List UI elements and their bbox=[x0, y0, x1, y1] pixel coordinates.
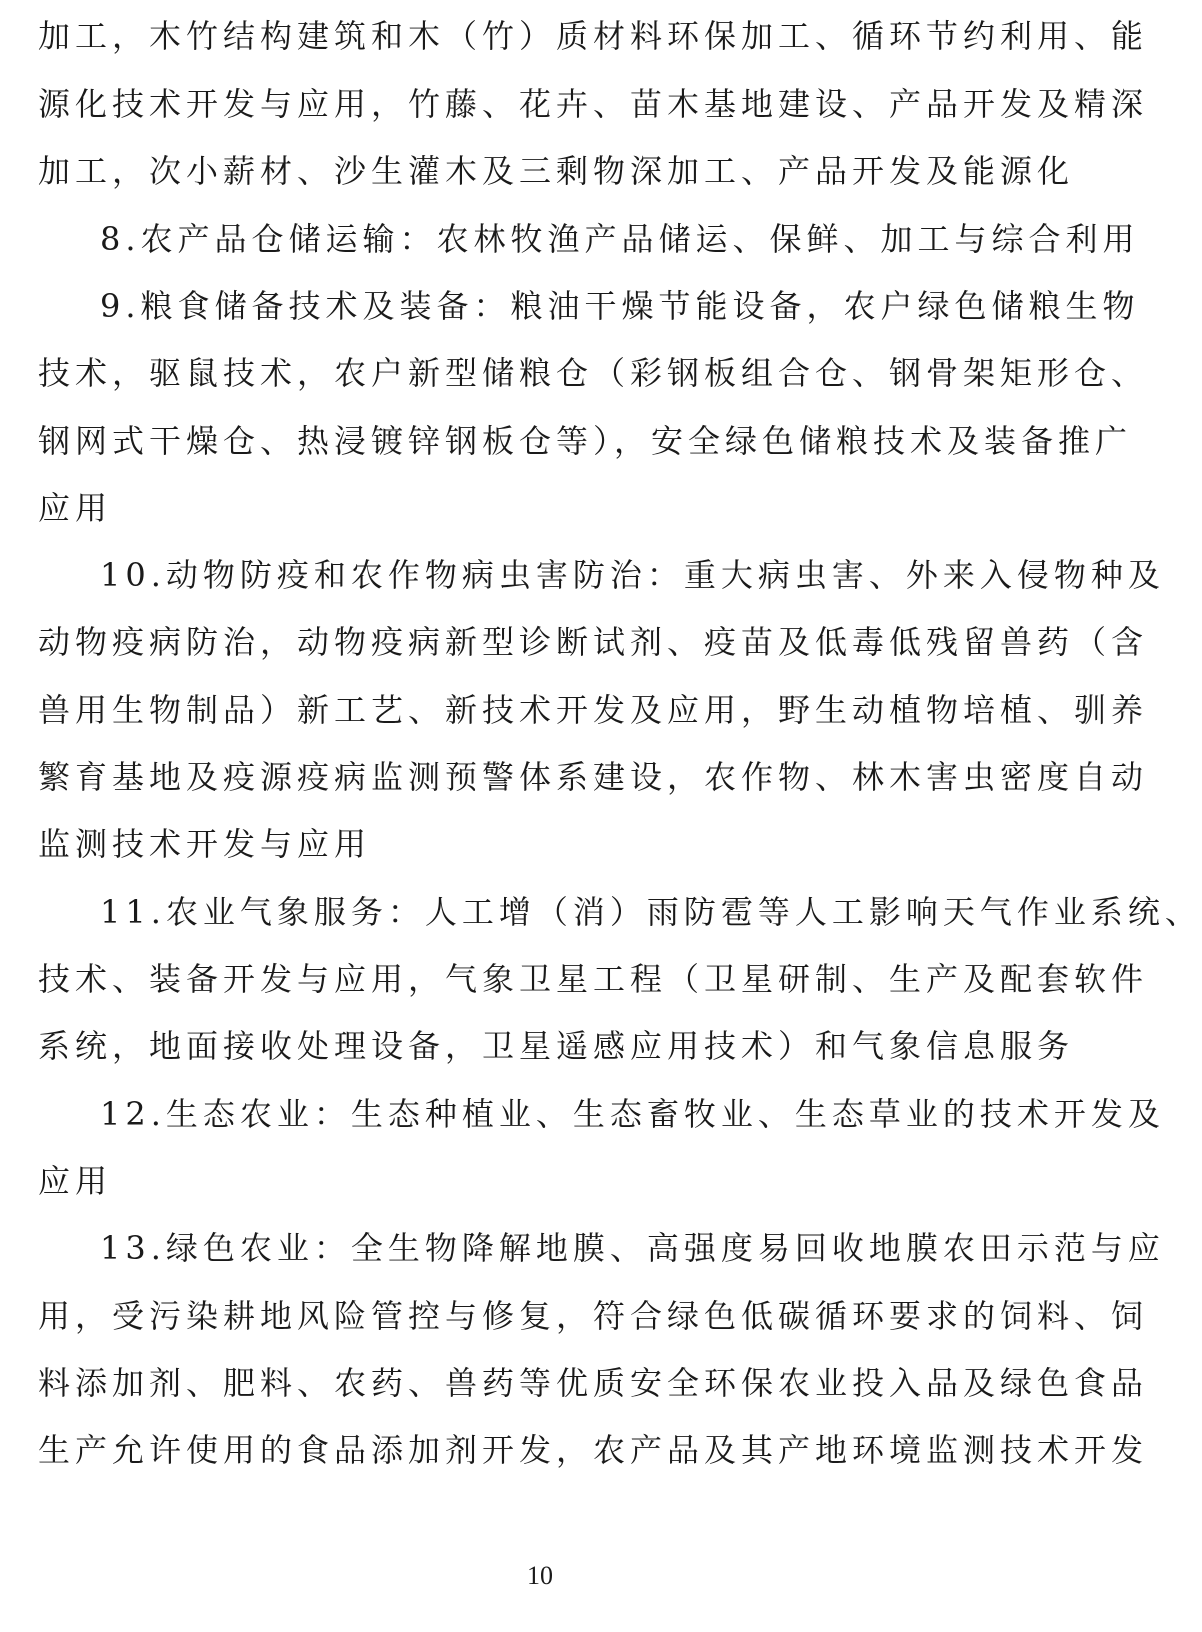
text-line: 技术，驱鼠技术，农户新型储粮仓（彩钢板组合仓、钢骨架矩形仓、 bbox=[38, 354, 1149, 392]
text-line: 系统，地面接收处理设备，卫星遥感应用技术）和气象信息服务 bbox=[38, 1027, 1075, 1065]
text-line: 11.农业气象服务：人工增（消）雨防雹等人工影响天气作业系统、 bbox=[100, 893, 1202, 931]
text-line: 13.绿色农业：全生物降解地膜、高强度易回收地膜农田示范与应 bbox=[100, 1229, 1165, 1267]
text-line: 加工，木竹结构建筑和木（竹）质材料环保加工、循环节约利用、能 bbox=[38, 17, 1149, 55]
text-line: 生产允许使用的食品添加剂开发，农产品及其产地环境监测技术开发 bbox=[38, 1431, 1149, 1469]
text-line: 用，受污染耕地风险管控与修复，符合绿色低碳循环要求的饲料、饲 bbox=[38, 1297, 1149, 1335]
text-line: 12.生态农业：生态种植业、生态畜牧业、生态草业的技术开发及 bbox=[100, 1095, 1165, 1133]
text-line: 9.粮食储备技术及装备：粮油干燥节能设备，农户绿色储粮生物 bbox=[100, 287, 1140, 325]
text-line: 钢网式干燥仓、热浸镀锌钢板仓等），安全绿色储粮技术及装备推广 bbox=[38, 422, 1133, 460]
text-line: 繁育基地及疫源疫病监测预警体系建设，农作物、林木害虫密度自动 bbox=[38, 758, 1149, 796]
text-line: 源化技术开发与应用，竹藤、花卉、苗木基地建设、产品开发及精深 bbox=[38, 85, 1149, 123]
text-line: 10.动物防疫和农作物病虫害防治：重大病虫害、外来入侵物种及 bbox=[100, 556, 1165, 594]
text-line: 8.农产品仓储运输：农林牧渔产品储运、保鲜、加工与综合利用 bbox=[100, 220, 1140, 258]
text-line: 应用 bbox=[38, 489, 113, 527]
text-line: 料添加剂、肥料、农药、兽药等优质安全环保农业投入品及绿色食品 bbox=[38, 1364, 1149, 1402]
page-number: 10 bbox=[527, 1561, 553, 1590]
text-line: 加工，次小薪材、沙生灌木及三剩物深加工、产品开发及能源化 bbox=[38, 152, 1075, 190]
text-line: 动物疫病防治，动物疫病新型诊断试剂、疫苗及低毒低残留兽药（含 bbox=[38, 623, 1149, 661]
text-line: 兽用生物制品）新工艺、新技术开发及应用，野生动植物培植、驯养 bbox=[38, 691, 1149, 729]
text-line: 技术、装备开发与应用，气象卫星工程（卫星研制、生产及配套软件 bbox=[38, 960, 1149, 998]
text-line: 监测技术开发与应用 bbox=[38, 825, 372, 863]
text-line: 应用 bbox=[38, 1162, 113, 1200]
